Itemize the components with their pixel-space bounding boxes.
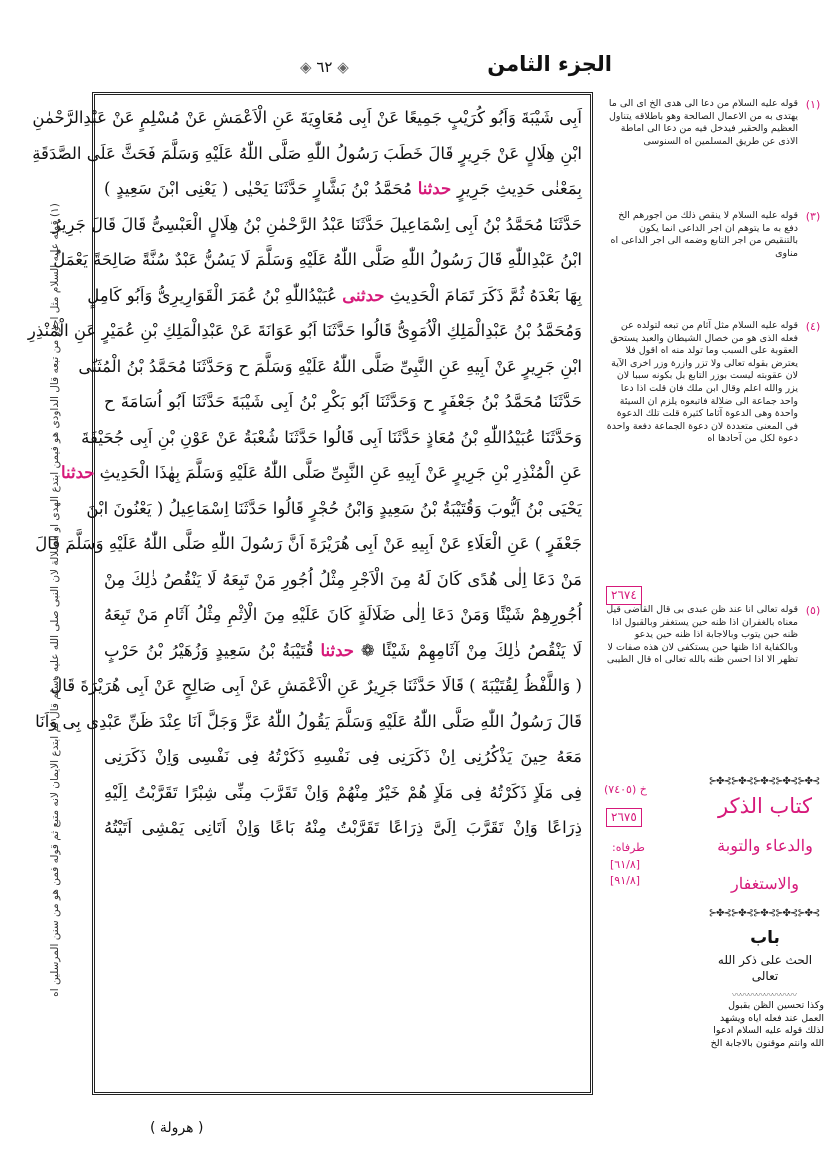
text-segment: مُحَمَّدُ بْنُ بَشَّارٍ حَدَّثَنَا یَحْیٰى ( یَعْنِی ابْنَ سَعِیدٍ ) [104, 179, 418, 198]
note-number: (٥) [805, 604, 821, 617]
text-line [98, 597, 588, 633]
hadith-number-box: ٢٦٧٥ [606, 808, 642, 827]
text-line [60, 455, 588, 491]
text-segment: حَدَّثَنَا مُحَمَّدُ بْنُ اَبِی اِسْمَاعِیلَ حَدَّثَنَا عَبْدُ الرَّحْمٰنِ بْنُ هِلَالٍ الْعَبْسِیُّ قَالَ قَالَ جَرِیرُ [52, 214, 582, 234]
catchword: ( هرولة ) [150, 1120, 204, 1136]
book-title-line: كتاب الذكر [717, 794, 813, 818]
margin-note-1 [604, 98, 824, 148]
book-title-line: والاستغفار [731, 874, 799, 893]
text-line [52, 207, 588, 243]
text-segment: فِی مَلَاٍ ذَكَرْتُهُ فِی مَلَاٍ هُمْ خَیْرٌ مِنْهُمْ وَاِنْ تَقَرَّبَ مِنِّی شِبْرًا تَقَرَّبْتُ اِلَیْهِ [104, 782, 582, 802]
left-margin-note [40, 105, 70, 1095]
ornament-row-icon: ⊱✤⊰⊱✤⊰⊱✤⊰⊱✤⊰⊱✤⊰ [708, 908, 820, 919]
text-line [81, 420, 588, 456]
text-line [98, 633, 588, 669]
text-segment: عَنِ الْمُنْذِرِ بْنِ جَرِیرٍ عَنْ اَبِیهِ عَنِ النَّبِیِّ صَلَّى اللّٰهُ عَلَیْهِ وَسَلَّمَ بِهٰذَا الْحَدِیثِ [94, 463, 582, 482]
text-segment: لَا یَنْقُصُ ذٰلِكَ مِنْ آثَامِهِمْ شَیْئًا ❁ [354, 640, 582, 660]
text-segment: وَحَدَّثَنَا عُبَیْدُاللّٰهِ بْنُ مُعَاذٍ حَدَّثَنَا اَبِی قَالُوا حَدَّثَنَا شُعْبَةُ عَنْ عَوْنِ بْنِ اَبِی جُحَیْفَةَ [81, 427, 582, 447]
text-segment: اَبِی شَیْبَةَ وَاَبُو کُرَیْبٍ جَمِیعًا عَنْ اَبِی مُعَاوِیَةَ عَنِ الْاَعْمَشِ عَنْ مُسْلِمٍ عَنْ عَبْدِالرَّحْمٰنِ [32, 108, 582, 127]
bab-label: باب [750, 928, 780, 948]
text-line [98, 562, 588, 598]
text-line [35, 704, 588, 740]
text-line [50, 668, 588, 704]
kha-reference: خ (٧٤٠٥) [604, 783, 647, 796]
text-segment: مَعَهُ حِینَ یَذْكُرُنِی اِنْ ذَكَرَنِی فِی نَفْسِهِ ذَكَرْتُهُ فِی نَفْسِی وَاِنْ ذَكَرَنِی [104, 747, 582, 766]
section-note: وكذا تحسين الظن بقبول العمل عند فعله اياه ويشهد لذلك قوله عليه السلام ادعوا الله وانتم موقنون بالاجابة الخ [710, 1000, 824, 1049]
text-line [98, 384, 588, 420]
text-line [86, 491, 588, 527]
text-segment: ذِرَاعًا وَاِنْ تَقَرَّبَ اِلَیَّ ذِرَاعًا تَقَرَّبْتُ مِنْهُ بَاعًا وَاِنْ اَتَانِی یَمْشِی اَتَیْتُهُ [104, 818, 582, 837]
text-line [98, 775, 588, 811]
text-segment: وَمُحَمَّدُ بْنُ عَبْدِالْمَلِكِ الْاُمَوِیُّ قَالُوا حَدَّثَنَا اَبُو عَوَانَةَ عَنْ عَبْدِالْمَلِكِ بْنِ عُمَیْرٍ عَنِ الْمُنْذِرِ [27, 321, 582, 340]
text-segment: بِمَعْنٰى حَدِیثِ جَرِیرٍ [451, 179, 582, 198]
page-number: ٦٢ [316, 58, 333, 76]
atraf-label: طرفاه: [612, 841, 645, 854]
text-segment: جَعْفَرٍ ) عَنِ الْعَلَاءِ عَنْ اَبِیهِ عَنْ اَبِی هُرَیْرَةَ اَنَّ رَسُولَ اللّٰهِ صَلَّى اللّٰهُ عَلَیْهِ وَسَلَّمَ قَالَ [35, 534, 582, 553]
note-number: (١) [805, 98, 821, 111]
text-segment: عُبَیْدُاللّٰهِ بْنُ عُمَرَ الْقَوَارِیرِیُّ وَاَبُو کَامِلٍ [87, 285, 343, 305]
ornament-right-icon: ◈ [300, 58, 312, 76]
atraf-ref: [٦١/٨] [610, 858, 641, 871]
text-segment: مَنْ دَعَا اِلٰى هُدًى كَانَ لَهُ مِنَ الْاَجْرِ مِثْلُ اُجُورِ مَنْ تَبِعَهُ لَا یَنْقُصُ ذٰلِكَ مِنْ [104, 569, 582, 589]
text-line [27, 313, 588, 349]
note-number: (٣) [805, 210, 821, 223]
text-segment: ابْنِ هِلَالٍ عَنْ جَرِیرٍ قَالَ خَطَبَ رَسُولُ اللّٰهِ صَلَّى اللّٰهُ عَلَیْهِ وَسَلَّمَ فَحَثَّ عَلَى الصَّدَقَةِ [32, 143, 582, 163]
text-segment: قَالَ رَسُولُ اللّٰهِ صَلَّى اللّٰهُ عَلَیْهِ وَسَلَّمَ یَقُولُ اللّٰهُ عَزَّ وَجَلَّ اَنَا عِنْدَ ظَنِّ عَبْدِی بِی وَاَنَا [35, 711, 582, 731]
text-segment: حَدَّثَنَا مُحَمَّدُ بْنُ جَعْفَرٍ ح وَحَدَّثَنَا اَبُو بَكْرِ بْنُ اَبِی شَیْبَةَ حَدَّثَنَا اَبُو اُسَامَةَ ح [104, 392, 582, 411]
text-segment: یَحْیَى بْنُ اَیُّوبَ وَقُتَیْبَةُ بْنُ سَعِیدٍ وَابْنُ حُجْرٍ قَالُوا حَدَّثَنَا اِسْمَاعِیلُ ( یَعْنُونَ ابْنَ [86, 498, 582, 518]
margin-note-4 [604, 320, 824, 446]
text-segment: اُجُورِهِمْ شَیْئًا وَمَنْ دَعَا اِلٰى ضَلَالَةٍ كَانَ عَلَیْهِ مِنَ الْاِثْمِ مِثْلُ آثَامِ مَنْ تَبِعَهُ [104, 605, 582, 624]
note-text: قوله تعالى انا عند ظن عبدى بى قال القاضى قيل معناه بالغفران اذا ظنه حين يستغفر وبالقبول اذا ظنه حين يتوب وبالاجابة اذا ظنه حين يدعو وبالكفاية اذا ظنها حين يستكفى لان هذه صفات لا تظهر الا اذا احسن ظنه بالله تعالى اه قال الطيبى [606, 604, 798, 666]
text-line [53, 242, 588, 278]
text-line [98, 739, 588, 775]
text-line [78, 349, 588, 385]
text-segment: قُتَیْبَةُ بْنُ سَعِیدٍ وَزُهَیْرُ بْنُ حَرْبٍ [104, 640, 321, 660]
text-line [32, 136, 588, 172]
left-margin-note-text: (١) قوله عليه السلام مثل اجور من تبعه قال الداودى هو فيمن ابتدع الهدى او الضلالة لان النبى صلى الله عليه وسلم قال لم ابتدع الايمان لانه متبع ثم قوله فمن هو من سنن المرسلين اه [49, 203, 61, 997]
book-title-line: والدعاء والتوبة [717, 836, 813, 855]
text-line [32, 100, 588, 136]
text-line [98, 810, 588, 846]
text-line [35, 526, 588, 562]
note-text: قوله عليه السلام مثل آثام من تبعه لتولده عن فعله الذى هو من خصال الشيطان والعبد يستحق العقوبة على السبب وما تولد منه اه اقول فلا يعترض بقوله تعالى ولا تزر وازرة وزر اخرى الآية لان عقوبته ليست بوزر التابع بل بكونه سببا لان يزر والله اعلم وقال ابن ملك فان قلت اذا دعا واحد جماعة الى ضلالة فاتبعوه يلزم ان السيئة واحدة وهى الدعوة آثاما كثيرة قلت تلك الدعوة فى المعنى متعددة لان دعوة الجماعة دفعة واحدة دعوة لكل من آحادها اه [606, 320, 798, 445]
atraf-ref: [٩١/٨] [610, 874, 641, 887]
note-text: قوله عليه السلام من دعا الى هدى الخ اى الى ما يهتدى به من الاعمال الصالحة وهو باطلاقه يتناول العظيم والحقير فيدخل فيه من دعا الى اماطة الاذى عن طريق المسلمين اه السنوسى [608, 98, 798, 147]
text-line [98, 171, 588, 207]
note-text: قوله عليه السلام لا ينقص ذلك من اجورهم الخ دفع به ما يتوهم ان اجر الداعى انما يكون بالتنقيص من اجر التابع وضمه الى اجر الداعى اه مناوى [610, 210, 798, 259]
part-title: الجزء الثامن [487, 52, 612, 76]
ornament-row-icon: ⊱✤⊰⊱✤⊰⊱✤⊰⊱✤⊰⊱✤⊰ [708, 776, 820, 787]
ornament-left-icon: ◈ [337, 58, 349, 76]
narration-keyword: حدثنا [320, 640, 354, 660]
margin-note-3 [604, 210, 824, 260]
margin-note-5 [604, 604, 824, 667]
text-line [87, 278, 588, 314]
narration-keyword: حدثنا [60, 463, 95, 482]
text-segment: ابْنِ جَرِیرٍ عَنْ اَبِیهِ عَنِ النَّبِیِّ صَلَّى اللّٰهُ عَلَیْهِ وَسَلَّمَ ح وَحَدَّثَنَا مُحَمَّدُ بْنُ الْمُثَنّٰى [78, 356, 582, 376]
section-heading: الحث على ذكر الله تعالى [717, 953, 813, 983]
text-segment: ابْنُ عَبْدِاللّٰهِ قَالَ رَسُولُ اللّٰهِ صَلَّى اللّٰهُ عَلَیْهِ وَسَلَّمَ لَا یَسُنُّ عَبْدٌ سُنَّةً صَالِحَةً یَعْمَلُ [53, 250, 582, 269]
text-segment: ( وَاللَّفْظُ لِقُتَیْبَةَ ) قَالَا حَدَّثَنَا جَرِیرٌ عَنِ الْاَعْمَشِ عَنْ اَبِی صَالِحٍ عَنْ اَبِی هُرَیْرَةَ قَالَ [50, 676, 582, 695]
page-number-block [300, 58, 349, 76]
wave-divider-icon: 〰〰〰〰〰〰〰〰 [731, 991, 796, 1001]
narration-keyword: حدثنا [417, 179, 452, 198]
note-number: (٤) [805, 320, 821, 333]
hadith-number-box: ٢٦٧٤ [606, 586, 642, 605]
text-segment: بِهَا بَعْدَهُ ثُمَّ ذَكَرَ تَمَامَ الْحَدِیثِ [384, 285, 582, 305]
narration-keyword: حدثنی [342, 285, 385, 305]
